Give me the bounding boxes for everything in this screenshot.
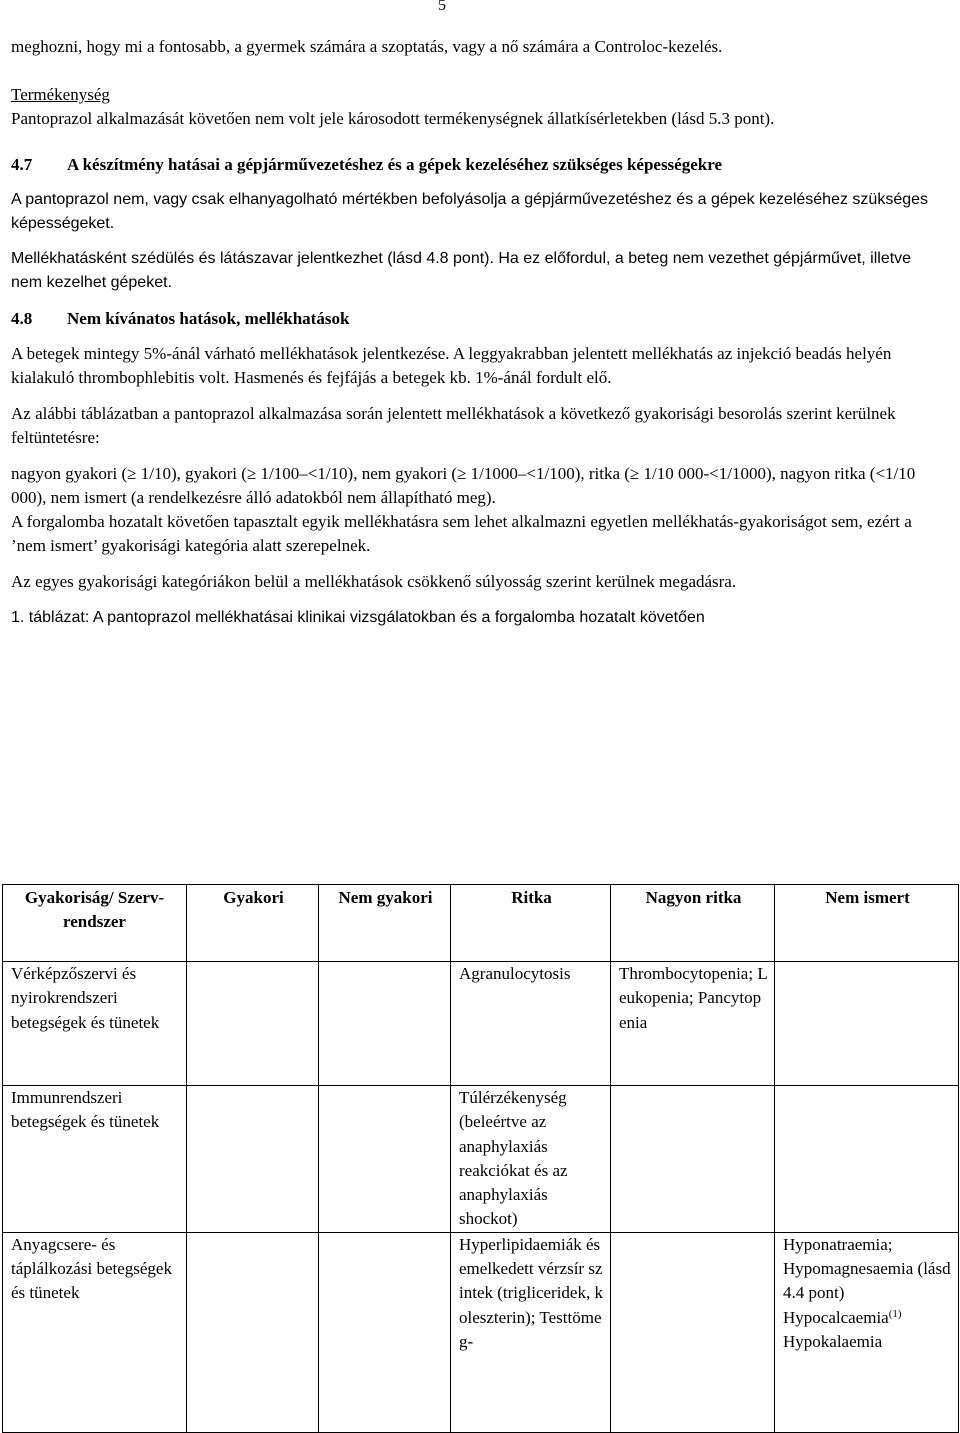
not-known-text-3: Hypokalaemia — [783, 1331, 883, 1351]
header-uncommon: Nem gyakori — [319, 885, 451, 962]
severity-ordering-note: Az egyes gyakorisági kategóriákon belül a mellékhatások csökkenő súlyosság szerint kerülnek megadásra. — [11, 572, 737, 591]
very-rare-cell — [611, 1232, 775, 1432]
frequency-definitions: nagyon gyakori (≥ 1/10), gyakori (≥ 1/100–<1/10), nem gyakori (≥ 1/1000–<1/100), ritka (≥ 1/10 000-<1/1000), nagyon ritka (<1/10 000), nem ismert (a rendelkezésre álló adatokból nem állapítható meg). — [11, 464, 916, 507]
section-4-7-title: A készítmény hatásai a gépjárművezetéshez és a gépek kezeléséhez szükséges képességekre — [67, 155, 723, 174]
very-rare-cell — [611, 1086, 775, 1233]
document-body — [11, 35, 931, 630]
section-4-7-paragraph-1: A pantoprazol nem, vagy csak elhanyagolható mértékben befolyásolja a gépjárművezetéshez és a gépek kezeléséhez szükséges képességeket. — [11, 191, 929, 232]
fertility-heading: Termékenység — [11, 85, 110, 104]
common-cell — [187, 962, 319, 1086]
very-rare-cell: Thrombocytopenia; Leukopenia; Pancytopenia — [611, 962, 775, 1086]
adverse-reactions-table — [2, 884, 959, 1433]
uncommon-cell — [319, 1232, 451, 1432]
common-cell — [187, 1232, 319, 1432]
section-4-7-paragraph-2: Mellékhatásként szédülés és látászavar jelentkezhet (lásd 4.8 pont). Ha ez előfordul, a beteg nem vezethet gépjárművet, illetve nem kezelhet gépeket. — [11, 250, 912, 291]
organ-system-cell: Immunrendszeri betegségek és tünetek — [3, 1086, 187, 1233]
table-caption: 1. táblázat: A pantoprazol mellékhatásai klinikai vizsgálatokban és a forgalomba hozatalt követően — [11, 609, 705, 626]
section-4-8-paragraph-2: Az alábbi táblázatban a pantoprazol alkalmazása során jelentett mellékhatások a következő gyakorisági besorolás szerint kerülnek feltüntetésre: — [11, 404, 896, 447]
intro-paragraph: meghozni, hogy mi a fontosabb, a gyermek számára a szoptatás, vagy a nő számára a Controloc-kezelés. — [11, 37, 723, 56]
header-rare: Ritka — [451, 885, 611, 962]
table-row — [3, 1232, 959, 1432]
post-marketing-note: A forgalomba hozatalt követően tapasztalt egyik mellékhatásra sem lehet alkalmazni egyetlen mellékhatás-gyakoriságot sem, ezért a ’nem ismert’ gyakorisági kategória alatt szerepelnek. — [11, 512, 912, 555]
header-common: Gyakori — [187, 885, 319, 962]
uncommon-cell — [319, 962, 451, 1086]
footnote-marker: (1) — [888, 1307, 902, 1320]
section-4-7-number: 4.7 — [11, 155, 33, 174]
header-very-rare: Nagyon ritka — [611, 885, 775, 962]
rare-cell: Túlérzékenység (beleértve az anaphylaxiás reakciókat és az anaphylaxiás shockot) — [451, 1086, 611, 1233]
not-known-cell — [775, 1232, 959, 1432]
common-cell — [187, 1086, 319, 1233]
not-known-text-2: Hypocalcaemia — [783, 1307, 889, 1327]
organ-system-cell: Anyagcsere- és táplálkozási betegségek és tünetek — [3, 1232, 187, 1432]
rare-cell: Agranulocytosis — [451, 962, 611, 1086]
section-4-8-heading — [11, 307, 931, 331]
section-4-8-number: 4.8 — [11, 309, 33, 328]
page-number: 5 — [438, 0, 446, 14]
section-4-8-paragraph-1: A betegek mintegy 5%-ánál várható mellékhatások jelentkezése. A leggyakrabban jelentett mellékhatás az injekció beadás helyén kialakuló thrombophlebitis volt. Hasmenés és fejfájás a betegek kb. 1%-ánál fordult elő. — [11, 344, 892, 387]
header-organ-system: Gyakoriság/ Szerv-rendszer — [3, 885, 187, 962]
not-known-text-1: Hyponatraemia; Hypomagnesaemia (lásd 4.4 pont) — [783, 1234, 951, 1303]
table-row — [3, 962, 959, 1086]
fertility-paragraph: Pantoprazol alkalmazását követően nem volt jele károsodott termékenységnek állatkísérletekben (lásd 5.3 pont). — [11, 109, 775, 128]
section-4-7-heading — [11, 153, 931, 177]
organ-system-cell: Vérképzőszervi és nyirokrendszeri betegségek és tünetek — [3, 962, 187, 1086]
table-header-row — [3, 885, 959, 962]
not-known-cell — [775, 1086, 959, 1233]
not-known-cell — [775, 962, 959, 1086]
uncommon-cell — [319, 1086, 451, 1233]
section-4-8-title: Nem kívánatos hatások, mellékhatások — [67, 309, 350, 328]
rare-cell: Hyperlipidaemiák és emelkedett vérzsír szintek (trigliceridek, koleszterin); Testtömeg- — [451, 1232, 611, 1432]
header-not-known: Nem ismert — [775, 885, 959, 962]
table-row — [3, 1086, 959, 1233]
